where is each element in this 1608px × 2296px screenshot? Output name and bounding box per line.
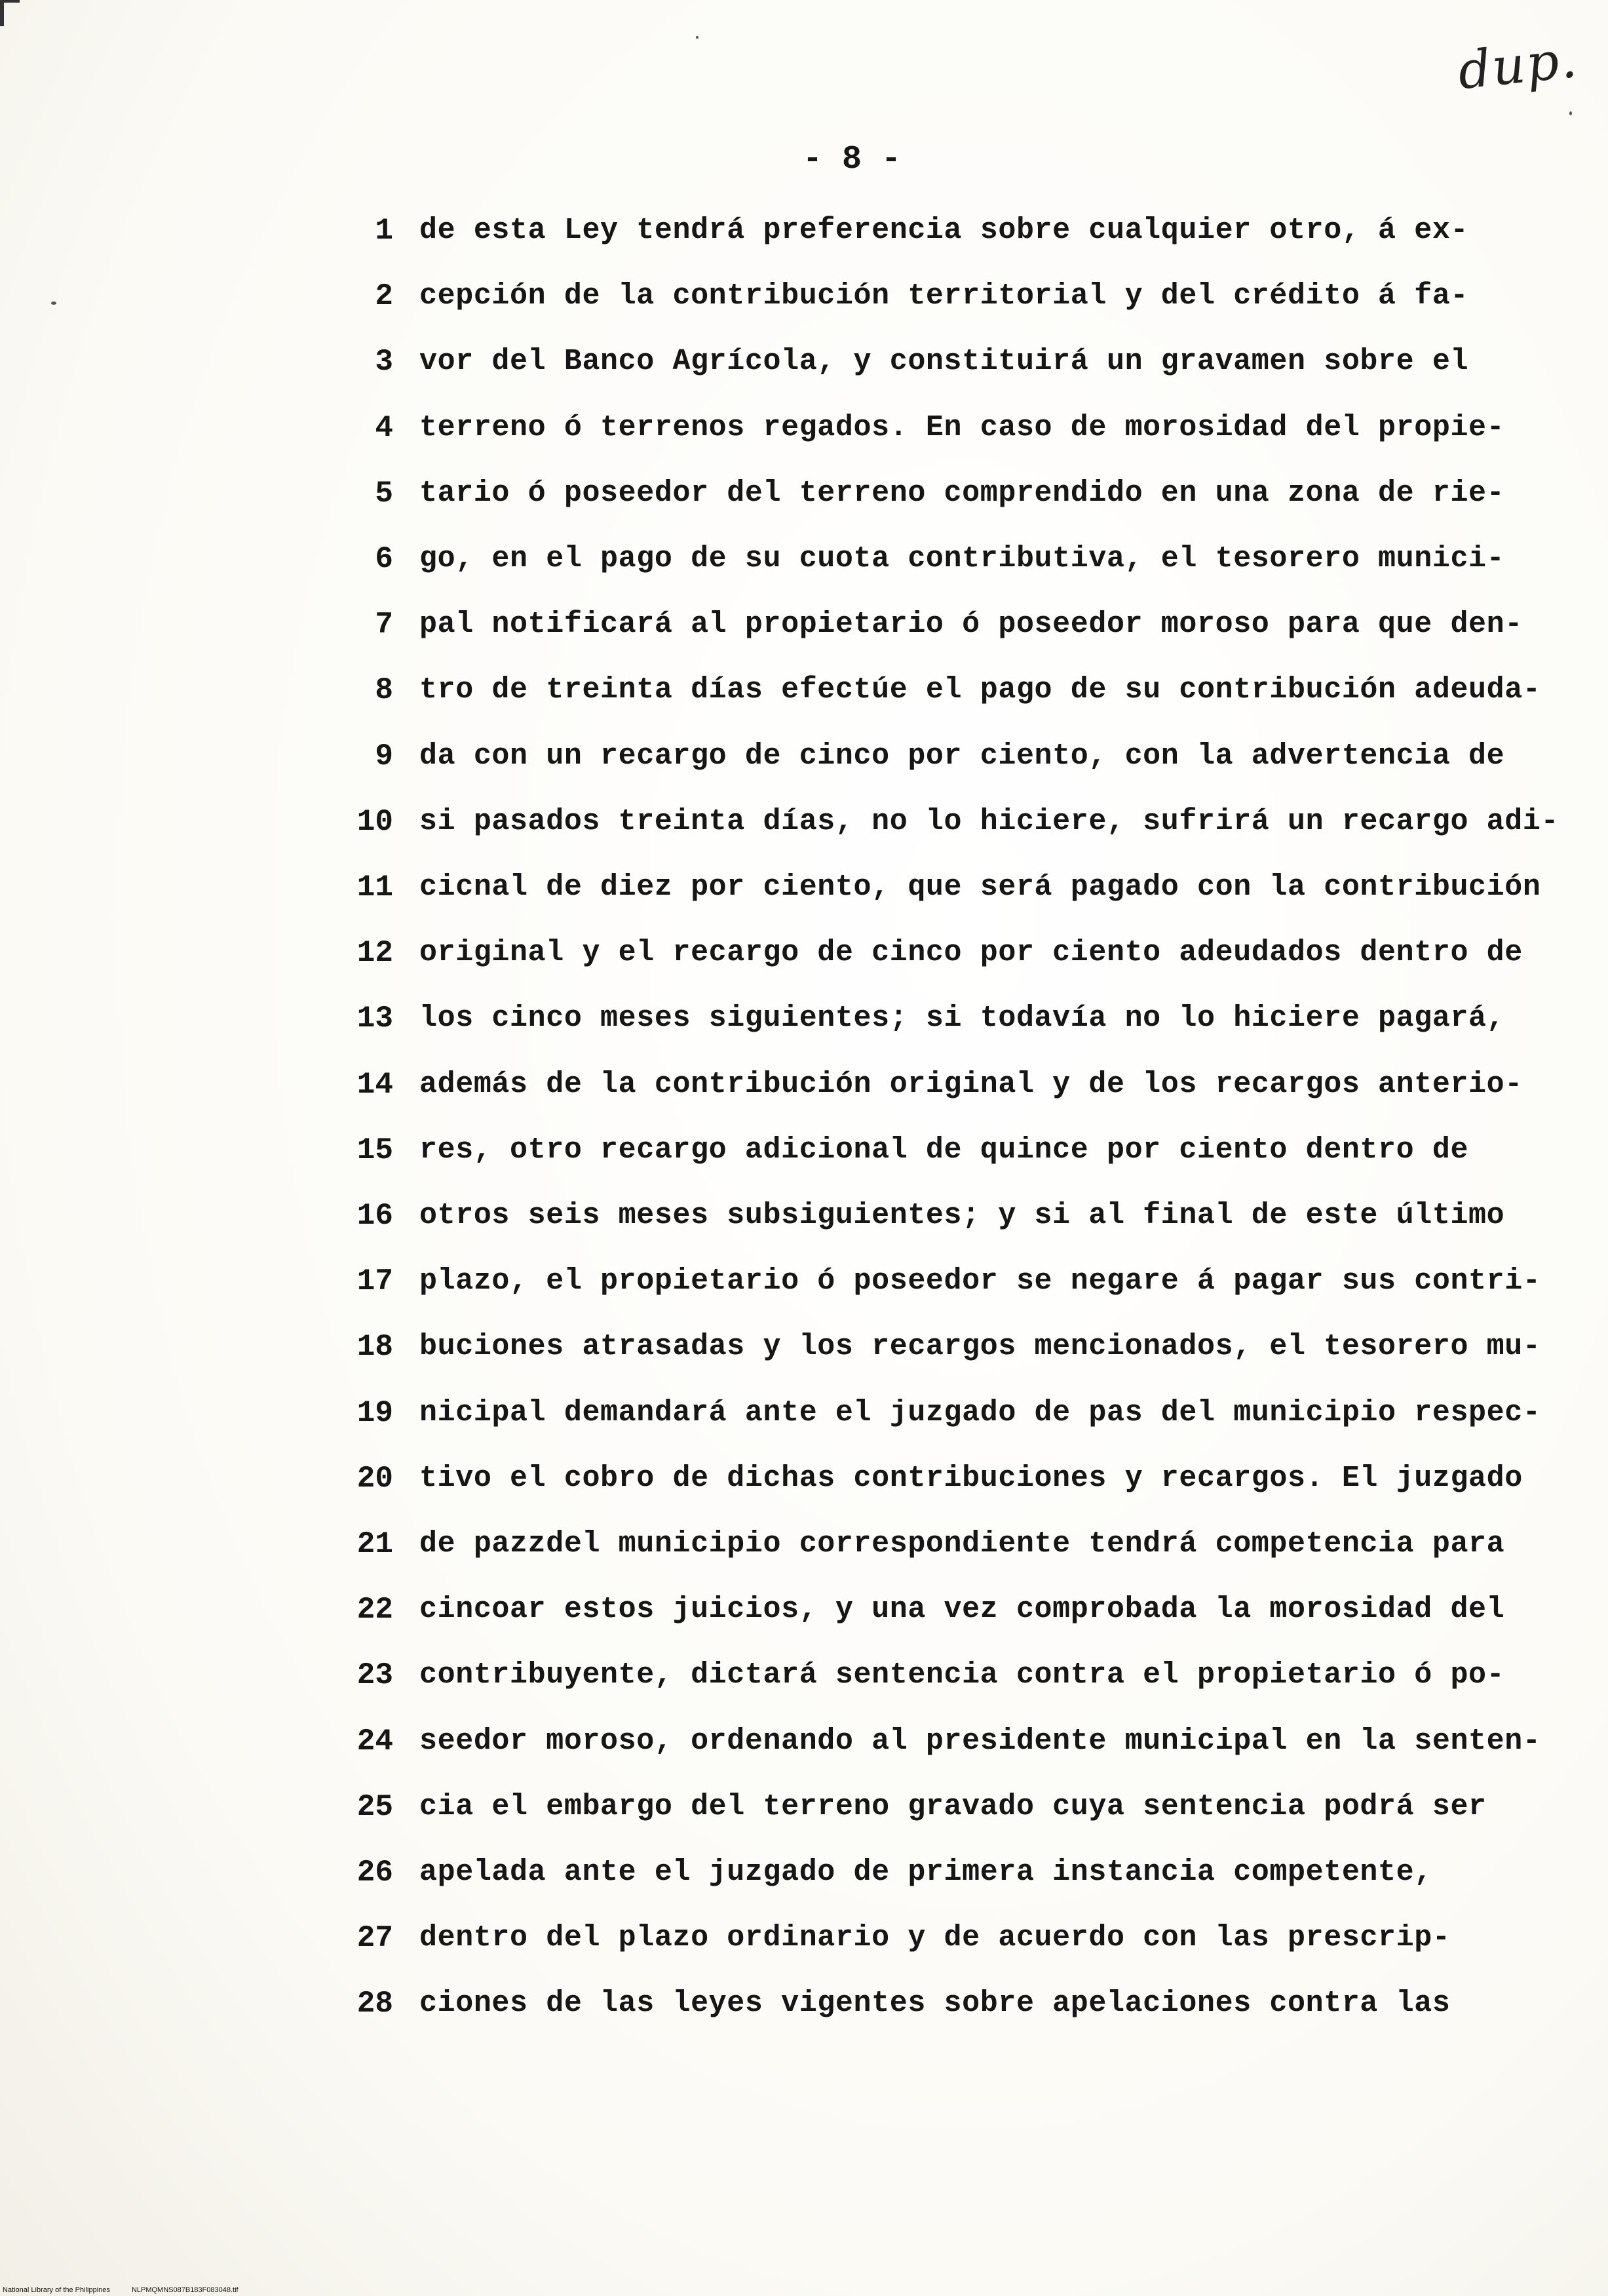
text-line (0, 1131, 1608, 1196)
handwritten-annotation: dup. (1455, 29, 1581, 102)
line-text: dentro del plazo ordinario y de acuerdo con las prescrip- (419, 1921, 1451, 1955)
line-text: go, en el pago de su cuota contributiva, el tesorero munici- (419, 542, 1505, 575)
line-text: cia el embargo del terreno gravado cuya sentencia podrá ser (419, 1789, 1487, 1823)
line-number: 8 (375, 673, 393, 708)
line-text: además de la contribución original y de los recargos anterio- (419, 1067, 1523, 1101)
page-number: - 8 - (802, 141, 902, 178)
text-line (0, 933, 1608, 999)
text-line (0, 1393, 1608, 1459)
line-number: 17 (356, 1264, 393, 1299)
line-text: de esta Ley tendrá preferencia sobre cualquier otro, á ex- (419, 214, 1469, 247)
text-line (0, 737, 1608, 802)
line-number: 22 (356, 1593, 393, 1627)
line-number: 1 (375, 214, 393, 248)
line-number: 23 (356, 1658, 393, 1693)
line-text: cicnal de diez por ciento, que será pagado con la contribución (419, 870, 1541, 904)
line-number: 18 (356, 1330, 393, 1365)
line-number: 9 (375, 739, 393, 773)
line-text: si pasados treinta días, no lo hiciere, sufrirá un recargo adi- (419, 804, 1560, 838)
line-number: 10 (356, 804, 393, 839)
line-text: apelada ante el juzgado de primera instancia competente, (419, 1856, 1432, 1889)
line-number: 4 (375, 410, 393, 445)
line-number: 28 (356, 1987, 393, 2021)
text-line (0, 1918, 1608, 1984)
footer-filename: NLPMQMNS087B183F083048.tif (131, 2286, 239, 2294)
text-line (0, 539, 1608, 605)
text-line (0, 671, 1608, 736)
line-number: 21 (356, 1527, 393, 1561)
line-number: 13 (356, 1002, 393, 1036)
line-text: plazo, el propietario ó poseedor se negare á pagar sus contri- (419, 1264, 1541, 1298)
text-line (0, 1853, 1608, 1918)
line-number: 24 (356, 1724, 393, 1759)
text-line (0, 1327, 1608, 1393)
text-line (0, 868, 1608, 933)
line-number: 6 (375, 542, 393, 576)
line-number: 26 (356, 1856, 393, 1890)
text-line (0, 999, 1608, 1064)
text-line (0, 1262, 1608, 1327)
line-text: da con un recargo de cinco por ciento, con la advertencia de (419, 739, 1505, 773)
line-text: res, otro recargo adicional de quince por ciento dentro de (419, 1133, 1469, 1167)
footer-library: National Library of the Philippines (3, 2286, 110, 2294)
text-line (0, 802, 1608, 868)
text-line (0, 1196, 1608, 1262)
line-number: 2 (375, 279, 393, 314)
line-text: tario ó poseedor del terreno comprendido en una zona de rie- (419, 476, 1505, 510)
dust-speck (696, 36, 699, 39)
text-line (0, 474, 1608, 539)
line-number: 3 (375, 345, 393, 379)
line-number: 20 (356, 1461, 393, 1496)
line-text: de pazzdel municipio correspondiente tendrá competencia para (419, 1527, 1505, 1561)
line-text: original y el recargo de cinco por ciento adeudados dentro de (419, 936, 1523, 970)
text-line (0, 605, 1608, 671)
line-text: ciones de las leyes vigentes sobre apelaciones contra las (419, 1987, 1451, 2021)
line-text: los cinco meses siguientes; si todavía no lo hiciere pagará, (419, 1002, 1505, 1036)
line-text: terreno ó terrenos regados. En caso de morosidad del propie- (419, 410, 1505, 444)
line-text: cincoar estos juicios, y una vez comprobada la morosidad del (419, 1593, 1505, 1627)
text-line (0, 211, 1608, 277)
line-number: 25 (356, 1789, 393, 1824)
text-line (0, 1984, 1608, 2050)
text-line (0, 1787, 1608, 1853)
corner-mark (0, 0, 20, 26)
scan-footer (3, 2286, 258, 2294)
text-line (0, 1525, 1608, 1590)
text-line (0, 1722, 1608, 1787)
line-text: otros seis meses subsiguientes; y si al final de este último (419, 1199, 1505, 1232)
line-number: 14 (356, 1067, 393, 1102)
line-number: 19 (356, 1395, 393, 1430)
dust-speck (1569, 111, 1572, 115)
line-text: pal notificará al propietario ó poseedor moroso para que den- (419, 608, 1523, 642)
text-line (0, 277, 1608, 342)
text-line (0, 408, 1608, 474)
line-text: tro de treinta días efectúe el pago de su contribución adeuda- (419, 673, 1541, 707)
line-text: buciones atrasadas y los recargos mencionados, el tesorero mu- (419, 1330, 1541, 1364)
line-text: nicipal demandará ante el juzgado de pas del municipio respec- (419, 1395, 1541, 1430)
line-text: contribuyente, dictará sentencia contra el propietario ó po- (419, 1658, 1505, 1692)
text-line (0, 1590, 1608, 1656)
line-number: 12 (356, 936, 393, 971)
line-number: 27 (356, 1921, 393, 1956)
line-text: tivo el cobro de dichas contribuciones y recargos. El juzgado (419, 1461, 1523, 1495)
text-line (0, 342, 1608, 408)
line-text: cepción de la contribución territorial y del crédito á fa- (419, 279, 1469, 313)
line-number: 15 (356, 1133, 393, 1167)
line-number: 16 (356, 1199, 393, 1233)
text-line (0, 1656, 1608, 1721)
line-text: seedor moroso, ordenando al presidente municipal en la senten- (419, 1724, 1541, 1758)
line-number: 11 (356, 870, 393, 905)
text-line (0, 1459, 1608, 1525)
line-text: vor del Banco Agrícola, y constituirá un gravamen sobre el (419, 345, 1469, 379)
text-line (0, 1065, 1608, 1131)
line-number: 5 (375, 476, 393, 511)
line-number: 7 (375, 608, 393, 642)
